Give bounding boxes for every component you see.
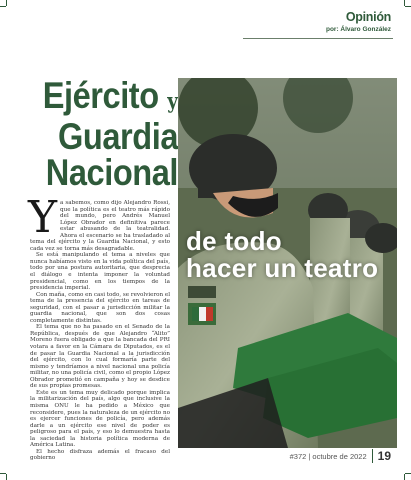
header-rule [243, 38, 393, 39]
title-line-1: Ejército [42, 75, 159, 116]
issue-info: #372 | octubre de 2022 [289, 451, 367, 461]
crop-mark [405, 6, 411, 7]
section-title: Opinión [345, 10, 391, 24]
title-line-3: Nacional [45, 152, 178, 193]
article-body [28, 192, 170, 462]
overlay-line-1: de todo [186, 226, 282, 256]
paragraph: Este es un tema muy delicado porque implica la militarización del país, algo que inclusive la misma ONU le ha pedido a México que reconsidere, pues la naturaleza de un ejército no es ejercer funciones de policía, pero además darle a un ejército ese nivel de poder es peligroso para el país, y eso lo demuestra hasta la saciedad la historia política moderna de América Latina. [30, 389, 170, 449]
crop-mark [404, 0, 405, 6]
page-header [326, 10, 391, 33]
paragraph: El tema que no ha pasado en el Senado de la República, después de que Alejandro “Alito” Moreno fuera obligado a que la bancada del PRI votara a favor en la Cámara de Diputados, es el de pasar la Guardia Nacional a la jurisdicción del ejército, con lo cual formaría parte del mismo y tendríamos a nivel nacional una policía militar, no una policía civil, como el propio López Obrador prometió en campaña y hoy se desdice de sus propias promesas. [30, 324, 170, 390]
crop-mark [6, 0, 7, 6]
photo-overlay-text [186, 228, 378, 282]
title-conjunction: y [167, 88, 178, 113]
paragraph: El hecho disfraza además el fracaso del gobierno [30, 448, 170, 462]
crop-mark [404, 474, 405, 480]
author-byline: por: Álvaro González [325, 26, 391, 33]
paragraph: Con maña, como en casi todo, se revolvieron el tema de la presencia del ejército en tareas de seguridad, con el pasar a jurisdicción militar la guardia nacional, que son dos cosas completamente distintas. [30, 291, 170, 324]
drop-cap: Y [28, 192, 58, 243]
overlay-line-2: hacer un teatro [186, 253, 379, 283]
paragraph: Se está manipulando el tema a niveles que nunca habíamos visto en la vida política del país, todo por una postura autoritaria, que desprecia el diálogo e intenta imponer la voluntad presidencial, como en los tiempos de la presidencia imperial. [30, 252, 170, 292]
crop-mark [6, 474, 7, 480]
page-number: 19 [377, 449, 391, 463]
footer-divider [372, 449, 373, 463]
title-line-2: Guardia [58, 116, 178, 157]
paragraph: a sabemos, como dijo Alejandro Rossi, que la política es el teatro más rápido del mundo, pero Andrés Manuel López Obrador en definitiva parece estar abusando de la teatralidad. Ahora el escenario se ha trasladado al tema del ejército y la Guardia Nacional, y esto cada vez se torna más desagradable. [30, 200, 170, 252]
soldiers-photo [178, 78, 397, 448]
crop-mark [0, 6, 6, 7]
article-title [37, 75, 178, 193]
crop-mark [405, 473, 411, 474]
page-footer [290, 449, 391, 463]
